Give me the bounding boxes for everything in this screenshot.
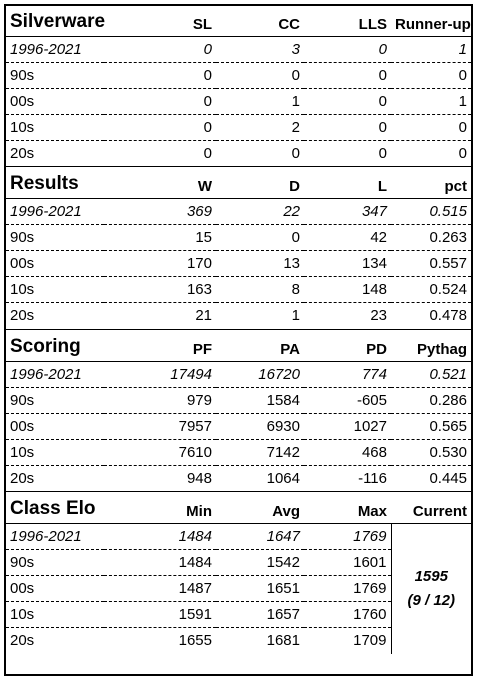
table-cell: 0.478	[429, 307, 467, 325]
column-header: SL	[104, 6, 216, 36]
table-row	[6, 361, 471, 387]
table-cell: 1064	[266, 469, 300, 487]
row-label: 10s	[6, 277, 104, 303]
row-label: 90s	[6, 62, 104, 88]
table-cell: 0.530	[391, 439, 471, 465]
table-row	[6, 439, 471, 465]
current-elo-value: 1595	[414, 567, 448, 585]
row-label: 20s	[10, 632, 35, 650]
table-cell: 0.286	[391, 387, 471, 413]
table-cell: 0	[304, 114, 391, 140]
table-cell: 0	[216, 225, 304, 251]
table-cell: 1681	[266, 632, 300, 650]
table-cell: 3	[216, 36, 304, 62]
column-header: PA	[216, 329, 304, 361]
table-cell: 0	[291, 144, 300, 162]
table-cell: 0	[304, 88, 391, 114]
row-label: 00s	[6, 576, 104, 602]
table-cell: 17494	[104, 361, 216, 387]
column-header: PF	[104, 329, 216, 361]
table-cell: 0.263	[391, 225, 471, 251]
table-cell: 0	[304, 62, 391, 88]
table-cell: 1	[391, 36, 471, 62]
section-title: Class Elo	[6, 492, 104, 524]
column-header: Current	[391, 492, 471, 524]
table-row	[6, 277, 471, 303]
row-label: 1996-2021	[6, 361, 104, 387]
table-row	[6, 303, 471, 329]
table-cell: 8	[216, 277, 304, 303]
row-label: 90s	[6, 550, 104, 576]
row-label: 00s	[6, 88, 104, 114]
column-header: D	[216, 167, 304, 199]
table-cell: 468	[304, 439, 391, 465]
table-cell: 1027	[304, 413, 391, 439]
column-header: Min	[104, 492, 216, 524]
table-cell: 0.515	[391, 199, 471, 225]
row-label: 1996-2021	[6, 199, 104, 225]
table-cell: 7142	[216, 439, 304, 465]
column-header: PD	[304, 329, 391, 361]
class-elo-section	[6, 491, 471, 654]
table-cell: 1	[216, 88, 304, 114]
row-label: 10s	[6, 114, 104, 140]
table-cell: 1769	[304, 576, 391, 602]
table-cell: 1709	[353, 632, 387, 650]
table-row	[6, 465, 471, 491]
table-row	[6, 114, 471, 140]
table-cell: 1601	[304, 550, 391, 576]
table-row	[6, 387, 471, 413]
table-cell: -605	[304, 387, 391, 413]
table-cell: 0.565	[391, 413, 471, 439]
table-cell: 134	[304, 251, 391, 277]
column-header: Runner-up	[391, 6, 471, 36]
column-header: pct	[391, 167, 471, 199]
table-cell: 0	[104, 62, 216, 88]
table-cell: 6930	[216, 413, 304, 439]
table-cell: 1542	[216, 550, 304, 576]
row-label: 00s	[6, 251, 104, 277]
results-header-row	[6, 167, 471, 199]
row-label: 10s	[6, 439, 104, 465]
table-cell: 948	[186, 469, 212, 487]
scoring-table	[6, 329, 471, 492]
table-cell: 774	[304, 361, 391, 387]
table-cell: 0	[391, 62, 471, 88]
results-section	[6, 166, 471, 329]
table-cell: 7610	[104, 439, 216, 465]
results-table	[6, 166, 471, 329]
row-label: 20s	[10, 469, 35, 487]
table-cell: 0	[216, 62, 304, 88]
table-cell: 16720	[216, 361, 304, 387]
table-row	[6, 225, 471, 251]
table-cell: 0.557	[391, 251, 471, 277]
silverware-table	[6, 6, 471, 166]
table-cell: 0	[378, 144, 387, 162]
row-label: 90s	[6, 225, 104, 251]
table-cell: 42	[304, 225, 391, 251]
current-elo-rank: (9 / 12)	[407, 591, 456, 609]
table-cell: 0	[104, 88, 216, 114]
section-title: Results	[6, 167, 104, 199]
table-cell: 0	[391, 114, 471, 140]
table-cell: 1584	[216, 387, 304, 413]
table-cell: 0.445	[429, 469, 467, 487]
silverware-section	[6, 6, 471, 166]
table-cell: 0	[458, 144, 467, 162]
table-cell: 0	[203, 144, 212, 162]
table-cell: 1	[291, 307, 300, 325]
table-cell: 1647	[216, 524, 304, 550]
table-cell: 979	[104, 387, 216, 413]
column-header: LLS	[304, 6, 391, 36]
table-cell: 0	[104, 36, 216, 62]
row-label: 1996-2021	[6, 36, 104, 62]
section-title: Silverware	[6, 6, 104, 36]
scoring-header-row	[6, 329, 471, 361]
silverware-header-row	[6, 6, 471, 36]
class-elo-header-row	[6, 492, 471, 524]
table-cell: 15	[104, 225, 216, 251]
table-cell: 2	[216, 114, 304, 140]
row-label: 20s	[10, 307, 35, 325]
table-row	[6, 199, 471, 225]
row-label: 20s	[10, 144, 35, 162]
table-cell: 1484	[104, 550, 216, 576]
section-title: Scoring	[6, 329, 104, 361]
table-cell: 369	[104, 199, 216, 225]
table-row	[6, 62, 471, 88]
table-row	[6, 88, 471, 114]
table-cell: 1	[391, 88, 471, 114]
scoring-section	[6, 329, 471, 492]
table-cell: 21	[195, 307, 212, 325]
table-cell: 7957	[104, 413, 216, 439]
row-label: 00s	[6, 413, 104, 439]
column-header: W	[104, 167, 216, 199]
table-cell: 148	[304, 277, 391, 303]
table-cell: -116	[358, 469, 387, 487]
column-header: Avg	[216, 492, 304, 524]
table-row	[6, 413, 471, 439]
table-cell: 1657	[216, 602, 304, 628]
table-row	[6, 524, 471, 550]
stats-panel	[4, 4, 473, 676]
table-cell: 22	[216, 199, 304, 225]
row-label: 90s	[6, 387, 104, 413]
table-row	[6, 36, 471, 62]
column-header: CC	[216, 6, 304, 36]
column-header: Pythag	[391, 329, 471, 361]
table-cell: 1655	[178, 632, 212, 650]
table-cell: 1591	[104, 602, 216, 628]
table-cell: 13	[216, 251, 304, 277]
column-header: L	[304, 167, 391, 199]
table-cell: 1769	[304, 524, 391, 550]
table-cell: 347	[304, 199, 391, 225]
table-cell: 1484	[104, 524, 216, 550]
table-cell: 163	[104, 277, 216, 303]
table-cell: 170	[104, 251, 216, 277]
row-label: 1996-2021	[6, 524, 104, 550]
column-header: Max	[304, 492, 391, 524]
row-label: 10s	[6, 602, 104, 628]
table-cell: 0.521	[391, 361, 471, 387]
table-cell: 0	[104, 114, 216, 140]
class-elo-table	[6, 491, 471, 654]
table-cell: 0.524	[391, 277, 471, 303]
table-cell: 1651	[216, 576, 304, 602]
table-cell: 1487	[104, 576, 216, 602]
table-cell: 0	[304, 36, 391, 62]
current-elo-cell	[391, 524, 471, 654]
table-cell: 1760	[304, 602, 391, 628]
table-row	[6, 251, 471, 277]
table-row	[6, 140, 471, 166]
table-cell: 23	[370, 307, 387, 325]
